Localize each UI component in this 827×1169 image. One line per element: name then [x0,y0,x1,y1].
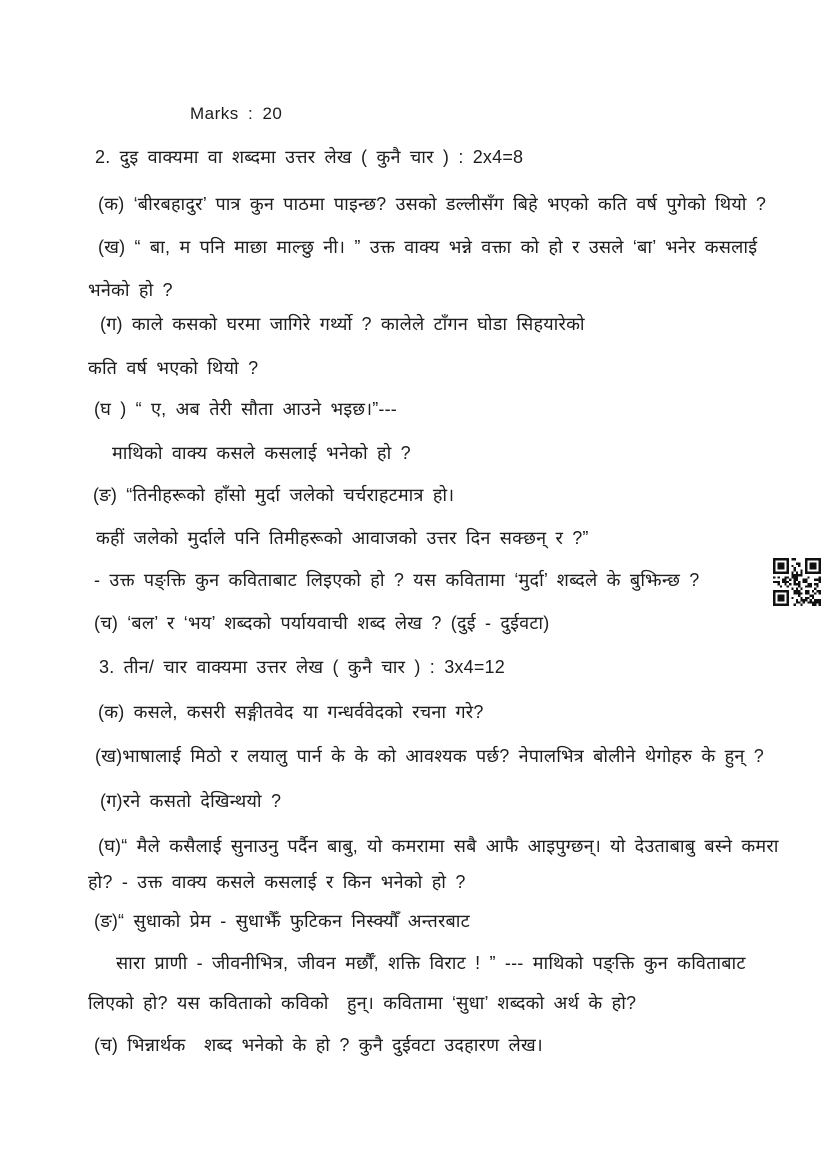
q2-f: (च) ‘बल’ र ‘भय’ शब्दको पर्यायवाची शब्द लेख ? (दुई - दुईवटा) [94,613,550,633]
q3-e: (ङ)“ सुधाको प्रेम - सुधाझैँ फुटिकन निस्क्यौँ अन्तरबाट [94,911,470,931]
q3-c: (ग)रने कसतो देखिन्थयो ? [100,791,282,811]
q2-e-question: - उक्त पङ्क्ति कुन कविताबाट लिइएको हो ? यस कवितामा ‘मुर्दा’ शब्दले के बुझिन्छ ? [94,570,700,590]
q3-b: (ख)भाषालाई मिठो र लयालु पार्न के के को आवश्यक पर्छ? नेपालभित्र बोलीने थेगोहरु के हुन् ? [95,746,764,766]
q3-a: (क) कसले, कसरी सङ्गीतवेद या गन्धर्ववेदको रचना गरे? [98,702,484,722]
q3-d: (घ)“ मैले कसैलाई सुनाउनु पर्दैन बाबु, यो कमरामा सबै आफै आइपुग्छन्। यो देउताबाबु बस्ने कमरा [98,836,779,856]
marks-label: Marks : 20 [190,104,283,123]
q2-a: (क) ‘बीरबहादुर’ पात्र कुन पाठमा पाइन्छ? उसको डल्लीसँग बिहे भएको कति वर्ष पुगेको थियो ? [98,194,767,214]
qr-code-icon [773,558,821,606]
q3-f: (च) भिन्नार्थक शब्द भनेको के हो ? कुनै दुईवटा उदहारण लेख। [94,1035,543,1055]
q2-heading: 2. दुइ वाक्यमा वा शब्दमा उत्तर लेख ( कुनै चार ) : 2x4=8 [95,147,524,167]
q2-e-cont: कहीं जलेको मुर्दाले पनि तिमीहरूको आवाजको उत्तर दिन सक्छन् र ?” [96,528,589,548]
q2-d-cont: माथिको वाक्य कसले कसलाई भनेको हो ? [112,443,411,463]
q2-d: (घ ) “ ए, अब तेरी सौता आउने भइछ।”--- [94,399,398,419]
q2-c: (ग) काले कसको घरमा जागिरे गर्थ्यो ? कालेले टाँगन घोडा सिहयारेको [100,314,585,334]
q3-e-cont2: लिएको हो? यस कविताको कविको हुन्। कवितामा ‘सुधा’ शब्दको अर्थ के हो? [88,993,637,1013]
q2-b: (ख) “ बा, म पनि माछा माल्छु नी। ” उक्त वाक्य भन्ने वक्ता को हो र उसले ‘बा’ भनेर कसलाई [98,237,758,257]
q2-c-cont: कति वर्ष भएको थियो ? [88,358,259,378]
q2-e: (ङ) “तिनीहरूको हाँसो मुर्दा जलेको चर्चराहटमात्र हो। [93,485,455,505]
q3-d-cont: हो? - उक्त वाक्य कसले कसलाई र किन भनेको हो ? [88,872,466,892]
q3-e-cont: सारा प्राणी - जीवनीभित्र, जीवन मर्छौँ, शक्ति विराट ! ” --- माथिको पङ्क्ति कुन कविताबाट [116,953,746,973]
q2-b-cont: भनेको हो ? [88,280,173,300]
q3-heading: 3. तीन/ चार वाक्यमा उत्तर लेख ( कुनै चार ) : 3x4=12 [99,657,505,677]
